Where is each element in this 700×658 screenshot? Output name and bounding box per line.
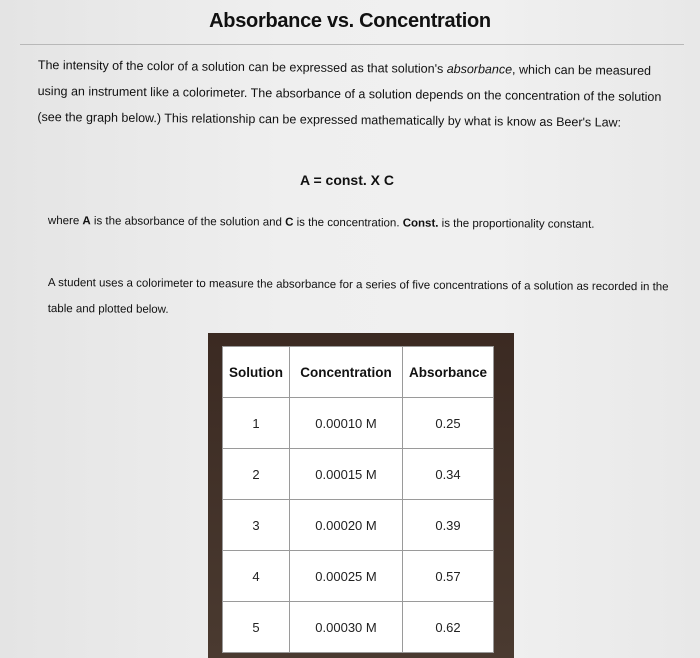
page-title: Absorbance vs. Concentration	[209, 10, 491, 32]
def-symbol-const: Const.	[402, 217, 439, 230]
data-table	[222, 346, 494, 653]
title-divider	[20, 44, 684, 45]
table-row	[223, 551, 494, 602]
header-solution: Solution	[223, 347, 290, 398]
beers-law-equation: A = const. X C	[300, 172, 395, 188]
header-absorbance: Absorbance	[403, 347, 494, 398]
absorbance-term: absorbance	[446, 61, 513, 77]
table-row	[223, 602, 494, 653]
cell-concentration: 0.00015 M	[290, 449, 403, 500]
cell-concentration: 0.00030 M	[290, 602, 403, 653]
def-text-1: where	[47, 214, 83, 228]
intro-paragraph	[37, 52, 668, 136]
cell-solution: 3	[223, 500, 290, 551]
cell-concentration: 0.00025 M	[290, 551, 403, 602]
table-header-row	[223, 347, 494, 398]
def-text-4: is the proportionality constant.	[438, 217, 595, 231]
cell-concentration: 0.00010 M	[290, 398, 403, 449]
cell-absorbance: 0.34	[403, 449, 494, 500]
cell-solution: 4	[223, 551, 290, 602]
table-row	[223, 500, 494, 551]
def-symbol-c: C	[285, 216, 294, 229]
cell-absorbance: 0.39	[403, 500, 494, 551]
intro-text-1: The intensity of the color of a solution can be expressed as that solution's	[37, 57, 447, 76]
cell-solution: 5	[223, 602, 290, 653]
definition-paragraph	[48, 208, 678, 238]
cell-solution: 2	[223, 449, 290, 500]
def-symbol-a: A	[82, 215, 91, 228]
cell-absorbance: 0.25	[403, 398, 494, 449]
experiment-paragraph: A student uses a colorimeter to measure the absorbance for a series of five concentrations of a solution as recorded in the table and plotted below.	[47, 276, 669, 316]
cell-concentration: 0.00020 M	[290, 500, 403, 551]
table-row	[223, 449, 494, 500]
cell-solution: 1	[223, 398, 290, 449]
cell-absorbance: 0.57	[403, 551, 494, 602]
def-text-3: is the concentration.	[293, 216, 403, 230]
def-text-2: is the absorbance of the solution and	[90, 215, 286, 229]
table-row	[223, 398, 494, 449]
cell-absorbance: 0.62	[403, 602, 494, 653]
intro-text-2: , which can be measured using an instrument like a colorimeter. The absorbance of a solution depends on the concentration of the solution (see the graph below.) This relationship can be expressed mathematically by what is know as Beer's Law:	[37, 62, 662, 130]
header-concentration: Concentration	[290, 347, 403, 398]
